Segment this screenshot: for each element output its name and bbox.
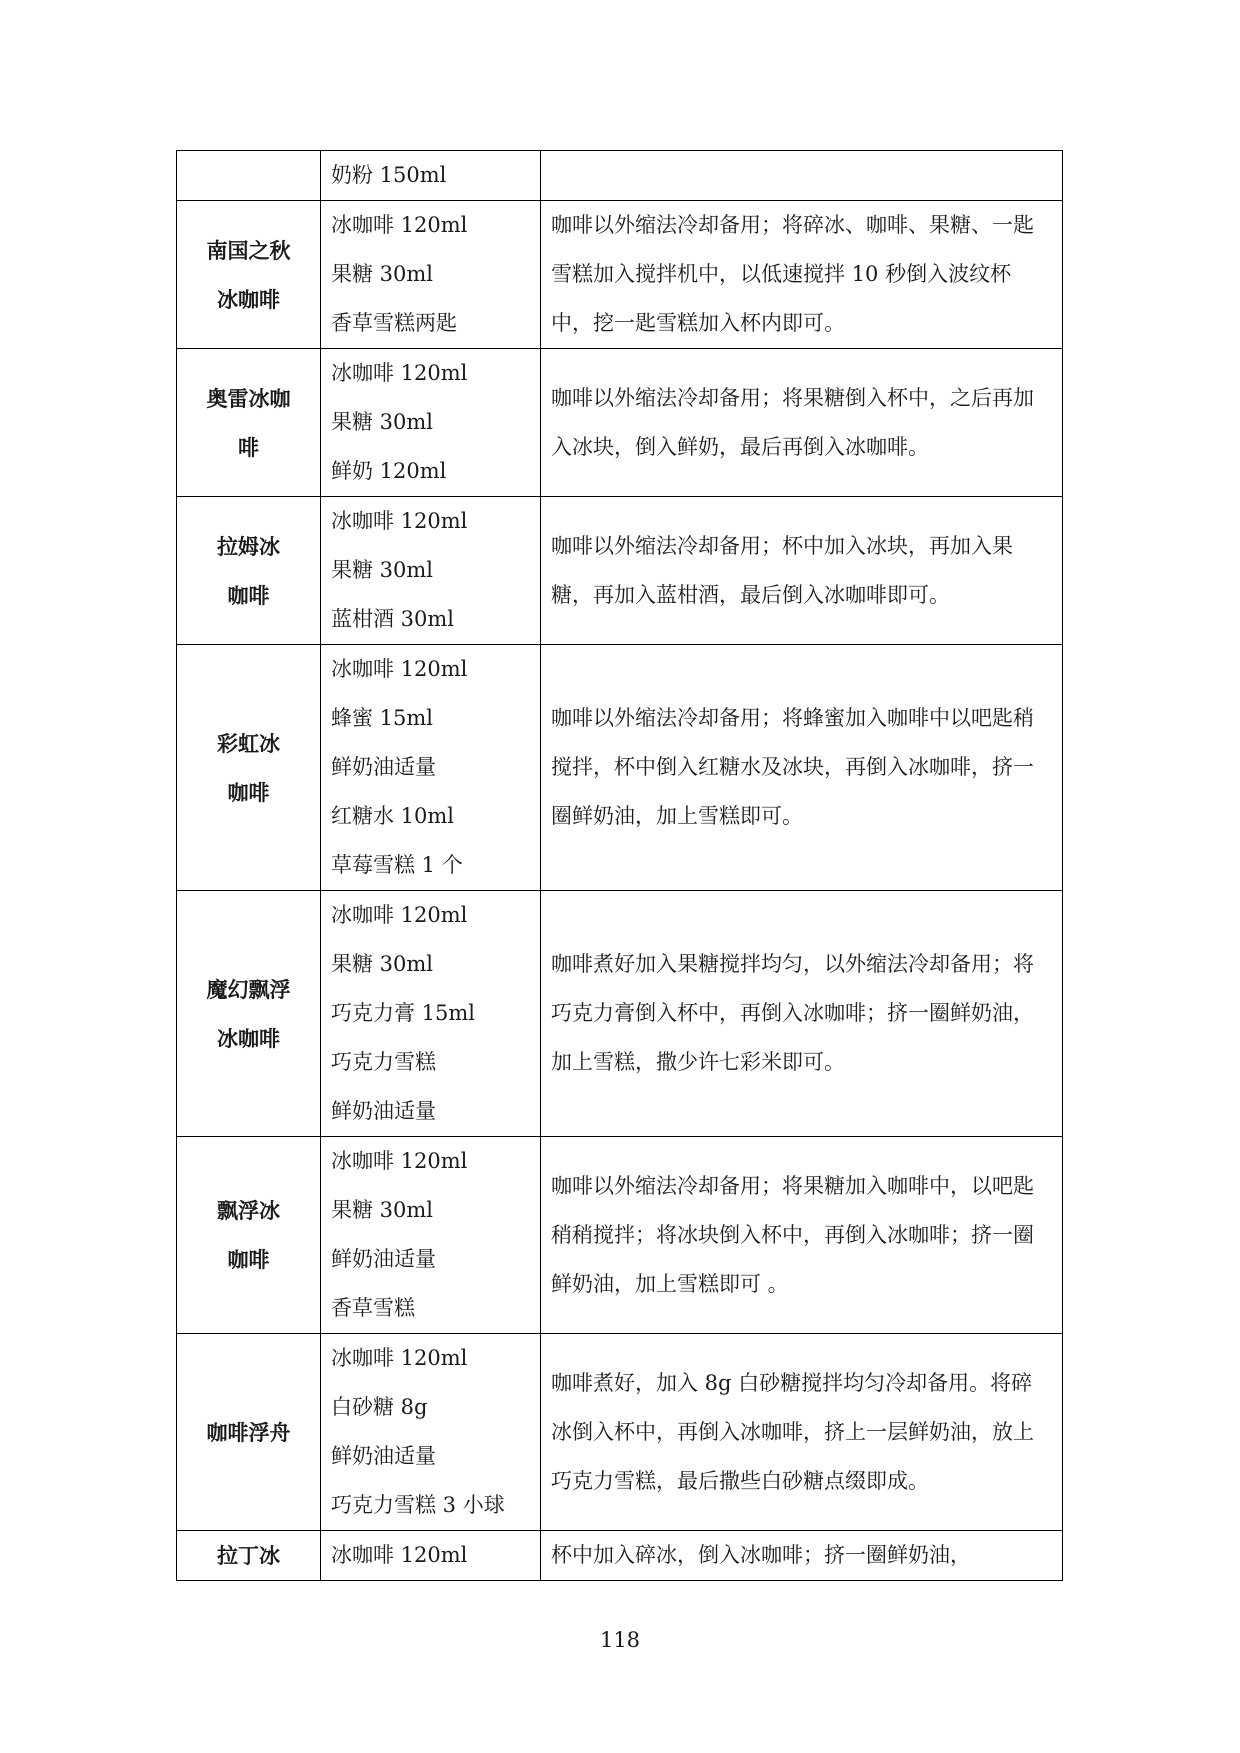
ingredient-item: 冰咖啡 120ml [331,903,468,927]
ingredient-item: 鲜奶油适量 [331,1247,436,1271]
recipe-row [177,1531,1063,1581]
page-number: 118 [599,1628,641,1652]
ingredient-item: 果糖 30ml [331,558,434,582]
ingredient-item: 冰咖啡 120ml [331,657,468,681]
recipe-name: 彩虹冰咖啡 [217,730,280,805]
recipe-name: 魔幻飘浮冰咖啡 [206,976,291,1051]
ingredients-cell [321,497,541,645]
ingredient-item: 冰咖啡 120ml [331,1346,468,1370]
ingredient-item: 巧克力雪糕 3 小球 [331,1493,505,1517]
method-cell [541,1137,1063,1334]
recipe-name-cell [177,1334,321,1531]
ingredient-item: 香草雪糕两匙 [331,311,457,335]
method-text: 咖啡以外缩法冷却备用；杯中加入冰块，再加入果糖，再加入蓝柑酒，最后倒入冰咖啡即可。 [551,533,1013,607]
recipe-row [177,497,1063,645]
method-cell [541,1334,1063,1531]
method-text: 咖啡以外缩法冷却备用；将蜂蜜加入咖啡中以吧匙稍搅拌，杯中倒入红糖水及冰块，再倒入冰咖啡，挤一圈鲜奶油，加上雪糕即可。 [551,706,1034,828]
method-cell [541,645,1063,891]
recipe-name: 南国之秋冰咖啡 [206,237,291,312]
ingredient-item: 白砂糖 8g [331,1395,428,1419]
method-text: 咖啡以外缩法冷却备用；将果糖倒入杯中，之后再加入冰块，倒入鲜奶，最后再倒入冰咖啡。 [551,385,1034,459]
recipe-row [177,1334,1063,1531]
ingredients-cell [321,201,541,349]
ingredient-item: 果糖 30ml [331,410,434,434]
ingredient-item: 冰咖啡 120ml [331,509,468,533]
method-cell [541,1531,1063,1581]
recipe-table-body [177,151,1063,1581]
recipe-name-cell [177,151,321,201]
ingredient-item: 奶粉 150ml [331,163,447,187]
ingredient-item: 鲜奶油适量 [331,1444,436,1468]
method-cell [541,151,1063,201]
ingredients-cell [321,1531,541,1581]
ingredient-item: 草莓雪糕 1 个 [331,853,463,877]
ingredient-item: 蓝柑酒 30ml [331,607,455,631]
method-cell [541,497,1063,645]
recipe-table [176,150,1063,1581]
ingredient-item: 蜂蜜 15ml [331,706,434,730]
recipe-name: 拉丁冰 [217,1543,280,1568]
recipe-name-cell [177,1531,321,1581]
ingredients-cell [321,1137,541,1334]
ingredient-item: 巧克力膏 15ml [331,1001,476,1025]
recipe-name-cell [177,349,321,497]
ingredient-item: 冰咖啡 120ml [331,1149,468,1173]
recipe-name: 咖啡浮舟 [206,1419,291,1445]
method-cell [541,349,1063,497]
recipe-name-cell [177,645,321,891]
ingredient-item: 果糖 30ml [331,952,434,976]
ingredients-cell [321,891,541,1137]
ingredient-item: 鲜奶油适量 [331,755,436,779]
method-cell [541,891,1063,1137]
recipe-name-cell [177,201,321,349]
ingredients-cell [321,1334,541,1531]
method-text: 咖啡以外缩法冷却备用；将果糖加入咖啡中，以吧匙稍稍搅拌；将冰块倒入杯中，再倒入冰咖啡；挤一圈鲜奶油，加上雪糕即可 。 [551,1173,1034,1296]
recipe-name-cell [177,497,321,645]
method-text: 咖啡以外缩法冷却备用；将碎冰、咖啡、果糖、一匙雪糕加入搅拌机中，以低速搅拌 10 秒倒入波纹杯中，挖一匙雪糕加入杯内即可。 [551,213,1034,335]
method-text: 咖啡煮好加入果糖搅拌均匀，以外缩法冷却备用；将巧克力膏倒入杯中，再倒入冰咖啡；挤一圈鲜奶油，加上雪糕，撒少许七彩米即可。 [551,952,1034,1074]
method-text: 咖啡煮好，加入 8g 白砂糖搅拌均匀冷却备用。将碎冰倒入杯中，再倒入冰咖啡，挤上一层鲜奶油，放上巧克力雪糕，最后撒些白砂糖点缀即成。 [551,1370,1034,1493]
recipe-row [177,201,1063,349]
recipe-row [177,151,1063,201]
ingredient-item: 冰咖啡 120ml [331,1543,468,1567]
recipe-row [177,1137,1063,1334]
ingredient-item: 鲜奶 120ml [331,459,447,483]
ingredient-item: 红糖水 10ml [331,804,455,828]
recipe-name: 奥雷冰咖啡 [206,385,291,460]
recipe-name-cell [177,891,321,1137]
ingredients-cell [321,645,541,891]
method-text: 杯中加入碎冰，倒入冰咖啡；挤一圈鲜奶油， [551,1543,971,1567]
ingredient-item: 巧克力雪糕 [331,1050,436,1074]
method-cell [541,201,1063,349]
ingredient-item: 冰咖啡 120ml [331,213,468,237]
ingredient-item: 鲜奶油适量 [331,1099,436,1123]
ingredients-cell [321,349,541,497]
ingredient-item: 冰咖啡 120ml [331,361,468,385]
ingredient-item: 果糖 30ml [331,262,434,286]
ingredient-item: 果糖 30ml [331,1198,434,1222]
recipe-name: 拉姆冰咖啡 [217,533,280,608]
ingredients-cell [321,151,541,201]
recipe-row [177,645,1063,891]
recipe-name: 飘浮冰咖啡 [217,1198,280,1272]
recipe-name-cell [177,1137,321,1334]
ingredient-item: 香草雪糕 [331,1296,415,1320]
recipe-row [177,891,1063,1137]
recipe-row [177,349,1063,497]
